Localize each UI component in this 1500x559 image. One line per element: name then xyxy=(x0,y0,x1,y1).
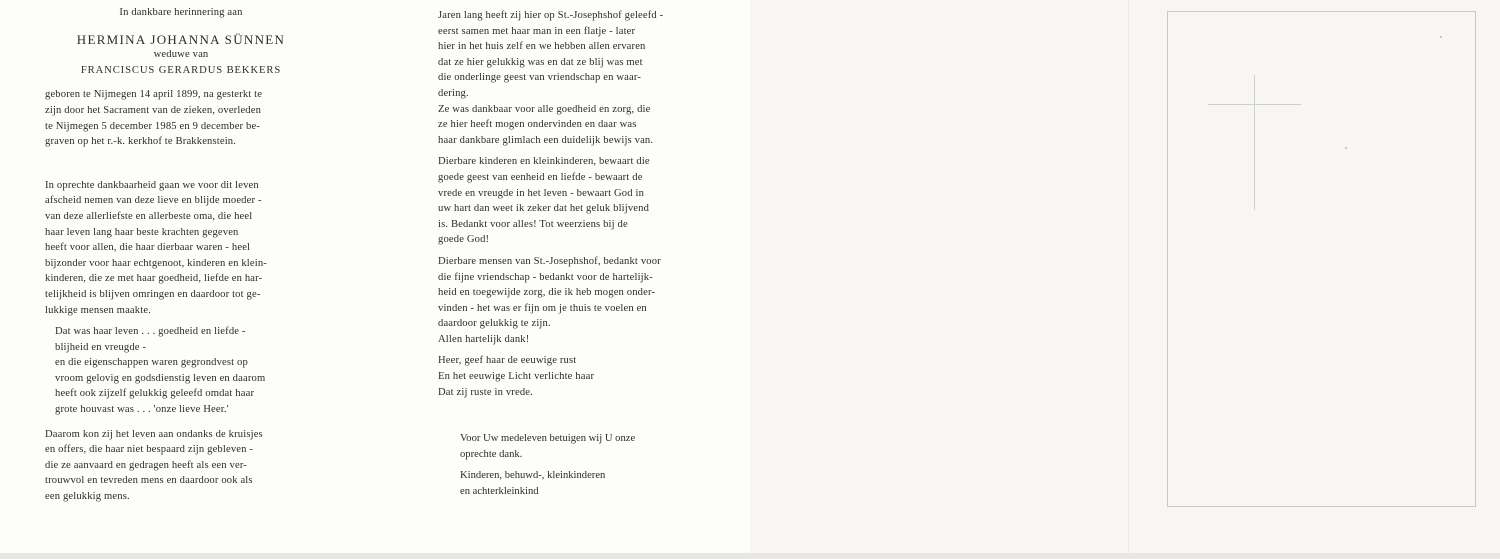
text-line: die fijne vriendschap - bedankt voor de hartelijk- xyxy=(438,271,653,283)
text-line: haar leven lang haar beste krachten gegeven xyxy=(45,226,239,238)
text-line: Voor Uw medeleven betuigen wij U onze xyxy=(460,433,636,444)
tribute-paragraph xyxy=(45,178,317,318)
text-line: hier in het huis zelf en we hebben allen ervaren xyxy=(438,41,646,53)
cross-vertical-bar xyxy=(1254,75,1255,210)
residence-paragraph xyxy=(438,8,710,102)
text-line: dering. xyxy=(438,87,469,99)
text-line: is. Bedankt voor alles! Tot weerziens bij de xyxy=(438,218,628,230)
text-line: bijzonder voor haar echtgenoot, kinderen en klein- xyxy=(45,257,267,269)
text-line: goede God! xyxy=(438,234,490,246)
text-line: Dat zij ruste in vrede. xyxy=(438,386,533,398)
text-line: heeft ook zijzelf gelukkig geleefd omdat haar xyxy=(55,388,255,400)
text-line: en die eigenschappen waren gegrondvest op xyxy=(55,357,248,369)
text-line: te Nijmegen 5 december 1985 en 9 december be- xyxy=(45,120,261,132)
text-line: grote houvast was . . . 'onze lieve Heer.' xyxy=(55,404,229,416)
text-line: telijkheid is blijven omringen en daardoor tot ge- xyxy=(45,288,261,300)
text-line: trouwvol en tevreden mens en daardoor ook als xyxy=(45,475,253,487)
paper-speck xyxy=(1345,147,1347,149)
text-line: vinden - het was er fijn om je thuis te voelen en xyxy=(438,302,647,314)
right-column xyxy=(438,8,710,400)
text-line: Kinderen, behuwd-, kleinkinderen xyxy=(460,470,606,482)
text-line: blijheid en vreugde - xyxy=(55,341,147,353)
paper-speck xyxy=(1440,36,1442,38)
children-paragraph xyxy=(438,154,710,248)
text-line: Jaren lang heeft zij hier op St.-Josephshof geleefd - xyxy=(438,10,664,21)
character-paragraph xyxy=(45,324,317,418)
acknowledgement-block xyxy=(460,431,700,499)
text-line: Dierbare kinderen en kleinkinderen, bewaart die xyxy=(438,156,650,168)
text-line: uw hart dan weet ik zeker dat het geluk blijvend xyxy=(438,203,650,215)
text-line: zijn door het Sacrament van de zieken, overleden xyxy=(45,104,262,116)
text-line: In oprechte dankbaarheid gaan we voor dit leven xyxy=(45,179,259,191)
text-line: lukkige mensen maakte. xyxy=(45,304,151,316)
text-line: heid en toegewijde zorg, die ik heb mogen onder- xyxy=(438,287,656,299)
text-line: eerst samen met haar man in een flatje - later xyxy=(438,25,636,37)
text-line: Ze was dankbaar voor alle goedheid en zorg, die xyxy=(438,103,651,115)
text-line: vroom gelovig en godsdienstig leven en daarom xyxy=(55,372,266,384)
text-line: en achterkleinkind xyxy=(460,485,539,497)
text-line: graven op het r.-k. kerkhof te Brakkenstein. xyxy=(45,136,237,148)
text-line: Dat was haar leven . . . goedheid en liefde - xyxy=(55,326,246,338)
text-line: een gelukkig mens. xyxy=(45,491,130,503)
text-line: die ze aanvaard en gedragen heeft als een ver- xyxy=(45,459,247,471)
fold-line xyxy=(1128,0,1129,553)
text-line: van deze allerliefste en allerbeste oma, die heel xyxy=(45,210,253,222)
residents-paragraph xyxy=(438,254,710,332)
closing-paragraph xyxy=(45,427,317,505)
relation-line: weduwe van xyxy=(153,49,209,61)
text-line: goede geest van eenheid en liefde - bewaart de xyxy=(438,171,643,183)
cover-frame xyxy=(1167,11,1476,507)
deceased-name: HERMINA JOHANNA SÜNNEN xyxy=(76,31,286,47)
text-line: geboren te Nijmegen 14 april 1899, na gesterkt te xyxy=(45,89,263,101)
text-line: die onderlinge geest van vriendschap en waar- xyxy=(438,72,642,84)
text-line: vrede en vreugde in het leven - bewaart God in xyxy=(438,187,645,199)
intro-line: In dankbare herinnering aan xyxy=(119,7,243,18)
prayer-verse xyxy=(438,353,710,400)
farewell-line: Allen hartelijk dank! xyxy=(438,333,530,345)
text-line: heeft voor allen, die haar dierbaar waren - heel xyxy=(45,242,251,254)
gratitude-paragraph xyxy=(438,102,710,149)
text-line: En het eeuwige Licht verlichte haar xyxy=(438,371,595,383)
text-line: dat ze hier gelukkig was en dat ze blij was met xyxy=(438,56,643,68)
text-line: Heer, geef haar de eeuwige rust xyxy=(438,355,577,367)
text-line: Daarom kon zij het leven aan ondanks de kruisjes xyxy=(45,428,263,440)
left-column xyxy=(45,5,317,505)
cross-horizontal-bar xyxy=(1208,104,1301,105)
biography-paragraph xyxy=(45,87,317,149)
text-line: Dierbare mensen van St.-Josephshof, bedankt voor xyxy=(438,255,661,267)
text-line: daardoor gelukkig te zijn. xyxy=(438,318,551,330)
text-line: afscheid nemen van deze lieve en blijde moeder - xyxy=(45,195,262,207)
text-line: oprechte dank. xyxy=(460,448,523,460)
text-line: en offers, die haar niet bespaard zijn gebleven - xyxy=(45,444,254,456)
text-line: kinderen, die ze met haar goedheid, liefde en har- xyxy=(45,273,263,285)
text-line: haar dankbare glimlach een duidelijk bewijs van. xyxy=(438,134,654,146)
text-line: ze hier heeft mogen ondervinden en daar was xyxy=(438,119,637,131)
husband-name: FRANCISCUS GERARDUS BEKKERS xyxy=(80,64,282,76)
